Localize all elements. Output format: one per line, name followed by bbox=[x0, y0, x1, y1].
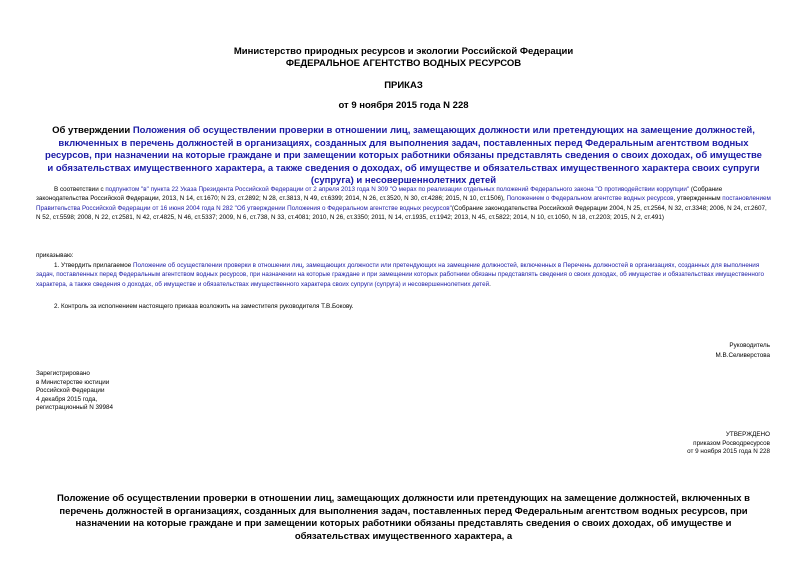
regulation-link[interactable]: Положение об осуществлении проверки в отношении лиц, замещающих должности или претендующих на замещение должностей, включенных в Перечень должностей в организациях, созданных для выполнения задач, поставленных перед Федеральным агентством водных ресурсов, при назначении на которые граждане и при замещении которых работники обязаны представлять сведения о своих доходах, об имуществе и обязательствах имущественного характера, а также сведения о доходах, об имуществе и обязательствах имущественного характера своих супруги (супруга) и несовершеннолетних детей bbox=[36, 262, 764, 288]
approval-line-2: приказом Росводресурсов bbox=[693, 439, 770, 447]
title-prefix: Об утверждении bbox=[52, 125, 133, 136]
preamble-text-2: (Собрание законодательства Российской Федерации, 2013, N 14, ст.1670; N 23, ст.2892; N 28, ст.3813, N 49, ст.6399; 2014, N 26, ст.3520, N 30, ст.4286; 2015, N 10, ст.1506), bbox=[36, 186, 723, 203]
government-resolution-link[interactable]: постановлением Правительства Российской Федерации от 16 июня 2004 года N 282 "Об утверждении Положения о Федеральном агентстве водных ресурсов" bbox=[36, 195, 771, 212]
agency-name: ФЕДЕРАЛЬНОЕ АГЕНТСТВО ВОДНЫХ РЕСУРСОВ bbox=[285, 58, 522, 69]
registration-line-5: регистрационный N 39984 bbox=[36, 404, 114, 412]
registration-line-3: Российской Федерации bbox=[36, 387, 105, 395]
preamble-text-1: В соответствии с bbox=[54, 186, 106, 193]
agency-regulation-link[interactable]: Положением о Федеральном агентстве водных ресурсов bbox=[506, 195, 674, 203]
item-1-text-1: 1. Утвердить прилагаемое bbox=[54, 262, 133, 269]
decree-link[interactable]: подпунктом "в" пункта 22 Указа Президента Российской Федерации от 2 апреля 2013 года N 309 "О мерах по реализации отдельных положений Федерального закона "О противодействии коррупции" bbox=[105, 186, 690, 193]
registration-line-1: Зарегистрировано bbox=[36, 370, 90, 377]
signature-role: Руководитель bbox=[729, 342, 770, 349]
approval-block bbox=[470, 431, 770, 457]
item-1 bbox=[36, 261, 771, 289]
title-link[interactable]: Положения об осуществлении проверки в отношении лиц, замещающих должности или претендующих на замещение должностей, включенных в перечень должностей в организациях, созданных для выполнения задач, поставленных перед Федеральным агентством водных ресурсов, при назначении на которые граждане и при замещении которых работники обязаны представлять сведения о своих доходах, об имуществе и обязательствах имущественного характера, а также сведения о доходах, об имуществе и обязательствах имущественного характера своих супруги (супруга) и несовершеннолетних детей bbox=[45, 125, 762, 186]
registration-block bbox=[36, 370, 336, 413]
ministry-name: Министерство природных ресурсов и экологии Российской Федерации bbox=[233, 46, 574, 57]
doc-date-number: от 9 ноября 2015 года N 228 bbox=[338, 100, 469, 111]
preamble-text-4: (Собрание законодательства Российской Федерации 2004, N 25, ст.2564, N 32, ст.3348; 2006, N 24, ст.2607, N 52, ст.5598; 2008, N 22, ст.2581, N 42, ст.4825, N 46, ст.5337; 2009, N 6, ст.738, N 33, ст.4081; 2010, N 26, ст.3350; 2011, N 14, ст.1935, ст.1942; 2013, N 45, ст.5822; 2014, N 10, ст.1050, N 18, ст.2203; 2015, N 2, ст.491) bbox=[36, 204, 767, 222]
signature-name: М.В.Селиверстова bbox=[715, 352, 770, 359]
item-2 bbox=[36, 302, 771, 311]
item-2-text: 2. Контроль за исполнением настоящего приказа возложить на заместителя руководителя Т.В.Бокову. bbox=[54, 303, 354, 310]
registration-line-4: 4 декабря 2015 года, bbox=[36, 395, 98, 403]
approval-line-3: от 9 ноября 2015 года N 228 bbox=[687, 448, 770, 456]
regulation-title: Положение об осуществлении проверки в отношении лиц, замещающих должности или претендующих на замещение должностей, включенных в перечень должностей в организациях, созданных для выполнения задач, поставленных перед Федеральным агентством водных ресурсов, при назначении на которые граждане и при замещении которых работники обязаны представлять сведения о своих доходах, об имуществе и обязательствах имущественного характера, а bbox=[56, 493, 751, 542]
preamble-text-3: , утвержденным bbox=[673, 195, 723, 203]
order-word: приказываю: bbox=[36, 252, 74, 259]
registration-line-2: в Министерстве юстиции bbox=[36, 378, 110, 386]
item-1-text-2: . bbox=[489, 280, 491, 288]
order-title bbox=[44, 125, 763, 188]
preamble bbox=[36, 185, 771, 223]
doc-type: ПРИКАЗ bbox=[384, 80, 423, 91]
approval-line-1: УТВЕРЖДЕНО bbox=[725, 431, 770, 438]
